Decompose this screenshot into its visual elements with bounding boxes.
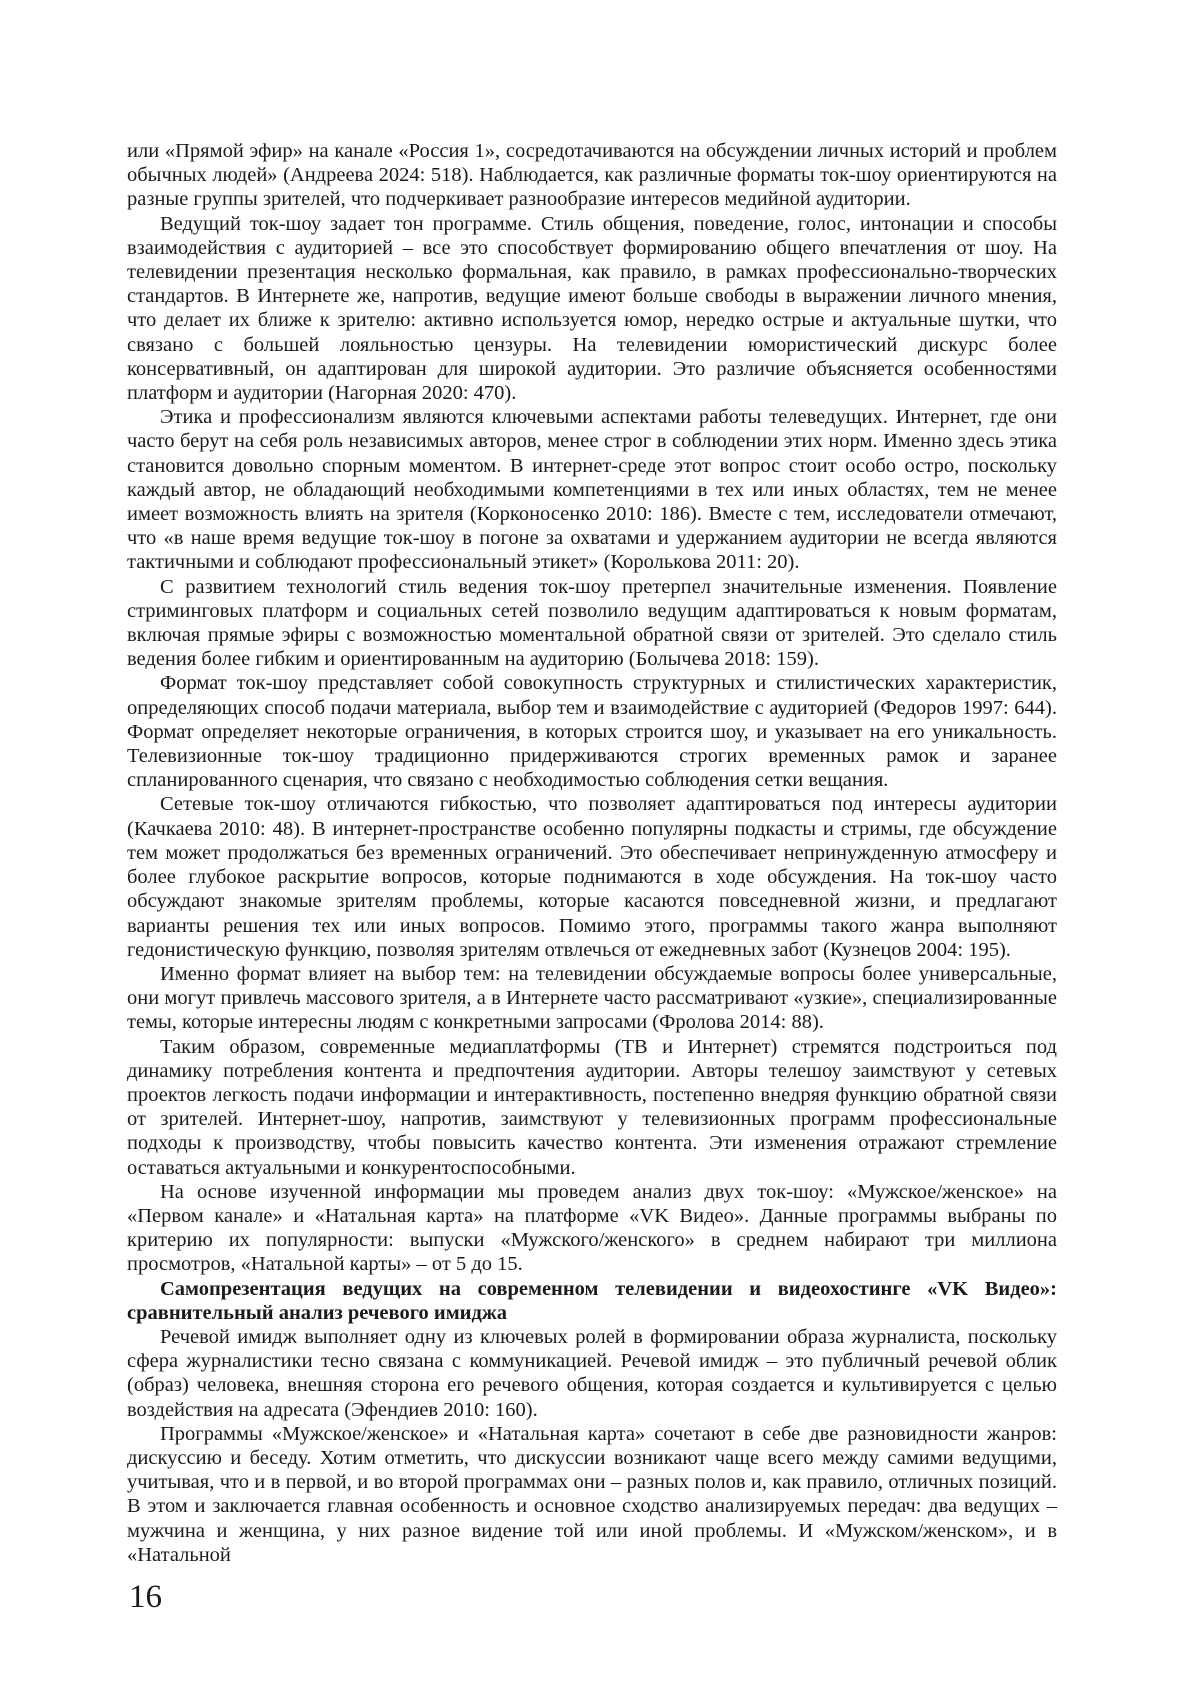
section-heading: Самопрезентация ведущих на современном телевидении и видеохостинге «VK Видео»: сравнительный анализ речевого имиджа bbox=[127, 1277, 1057, 1324]
paragraph: Программы «Мужское/женское» и «Натальная карта» сочетают в себе две разновидности жанров: дискуссию и беседу. Хотим отметить, что дискуссии возникают чаще всего между самими ведущими, учитывая, что и в первой, и во второй программах они – разных полов и, как правило, отличных позиций. В этом и заключается главная особенность и основное сходство анализируемых передач: два ведущих – мужчина и женщина, у них разное видение той или иной проблемы. И «Мужском/женском», и в «Натальной bbox=[127, 1422, 1057, 1566]
paragraph: Формат ток-шоу представляет собой совокупность структурных и стилистических характеристик, определяющих способ подачи материала, выбор тем и взаимодействие с аудиторией (Федоров 1997: 644). Формат определяет некоторые ограничения, в которых строится шоу, и указывает на его уникальность. Телевизионные ток-шоу традиционно придерживаются строгих временных рамок и заранее спланированного сценария, что связано с необходимостью соблюдения сетки вещания. bbox=[127, 672, 1057, 792]
paragraph: Этика и профессионализм являются ключевыми аспектами работы телеведущих. Интернет, где они часто берут на себя роль независимых авторов, менее строг в соблюдении этих норм. Именно здесь этика становится довольно спорным моментом. В интернет-среде этот вопрос стоит особо остро, поскольку каждый автор, не обладающий необходимыми компетенциями в тех или иных областях, тем не менее имеет возможность влиять на зрителя (Корконосенко 2010: 186). Вместе с тем, исследователи отмечают, что «в наше время ведущие ток-шоу в погоне за охватами и удержанием аудитории не всегда являются тактичными и соблюдают профессиональный этикет» (Королькова 2011: 20). bbox=[127, 406, 1057, 574]
paragraph: Сетевые ток-шоу отличаются гибкостью, что позволяет адаптироваться под интересы аудитории (Качкаева 2010: 48). В интернет-пространстве особенно популярны подкасты и стримы, где обсуждение тем может продолжаться без временных ограничений. Это обеспечивает непринужденную атмосферу и более глубокое раскрытие вопросов, которые поднимаются в ходе обсуждения. На ток-шоу часто обсуждают знакомые зрителям проблемы, которые касаются повседневной жизни, и предлагают варианты решения тех или иных вопросов. Помимо этого, программы такого жанра выполняют гедонистическую функцию, позволяя зрителям отвлечься от ежедневных забот (Кузнецов 2004: 195). bbox=[127, 793, 1057, 961]
paragraph: Именно формат влияет на выбор тем: на телевидении обсуждаемые вопросы более универсальные, они могут привлечь массового зрителя, а в Интернете часто рассматривают «узкие», специализированные темы, которые интересны людям с конкретными запросами (Фролова 2014: 88). bbox=[127, 962, 1057, 1034]
paragraph: Ведущий ток-шоу задает тон программе. Стиль общения, поведение, голос, интонации и способы взаимодействия с аудиторией – все это способствует формированию общего впечатления от шоу. На телевидении презентация несколько формальная, как правило, в рамках профессионально-творческих стандартов. В Интернете же, напротив, ведущие имеют больше свободы в выражении личного мнения, что делает их ближе к зрителю: активно используется юмор, нередко острые и актуальные шутки, что связано с большей лояльностью цензуры. На телевидении юмористический дискурс более консервативный, он адаптирован для широкой аудитории. Это различие объясняется особенностями платформ и аудитории (Нагорная 2020: 470). bbox=[127, 212, 1057, 405]
paragraph: Речевой имидж выполняет одну из ключевых ролей в формировании образа журналиста, поскольку сфера журналистики тесно связана с коммуникацией. Речевой имидж – это публичный речевой облик (образ) человека, внешняя сторона его речевого общения, которая создается и культивируется с целью воздействия на адресата (Эфендиев 2010: 160). bbox=[127, 1325, 1057, 1421]
page-number: 16 bbox=[129, 1579, 162, 1615]
paragraph: Таким образом, современные медиаплатформы (ТВ и Интернет) стремятся подстроиться под динамику потребления контента и предпочтения аудитории. Авторы телешоу заимствуют у сетевых проектов легкость подачи информации и интерактивность, постепенно внедряя функцию обратной связи от зрителей. Интернет-шоу, напротив, заимствуют у телевизионных программ профессиональные подходы к производству, чтобы повысить качество контента. Эти изменения отражают стремление оставаться актуальными и конкурентоспособными. bbox=[127, 1035, 1057, 1179]
paragraph-continuation: или «Прямой эфир» на канале «Россия 1», сосредотачиваются на обсуждении личных историй и проблем обычных людей» (Андреева 2024: 518). Наблюдается, как различные форматы ток-шоу ориентируются на разные группы зрителей, что подчеркивает разнообразие интересов медийной аудитории. bbox=[127, 140, 1057, 211]
paragraph: На основе изученной информации мы проведем анализ двух ток-шоу: «Мужское/женское» на «Первом канале» и «Натальная карта» на платформе «VK Видео». Данные программы выбраны по критерию их популярности: выпуски «Мужского/женского» в среднем набирают три миллиона просмотров, «Натальной карты» – от 5 до 15. bbox=[127, 1180, 1057, 1276]
text-block bbox=[127, 139, 1057, 1567]
paragraph: С развитием технологий стиль ведения ток-шоу претерпел значительные изменения. Появление стриминговых платформ и социальных сетей позволило ведущим адаптироваться к новым форматам, включая прямые эфиры с возможностью моментальной обратной связи от зрителей. Это сделало стиль ведения более гибким и ориентированным на аудиторию (Болычева 2018: 159). bbox=[127, 575, 1057, 671]
